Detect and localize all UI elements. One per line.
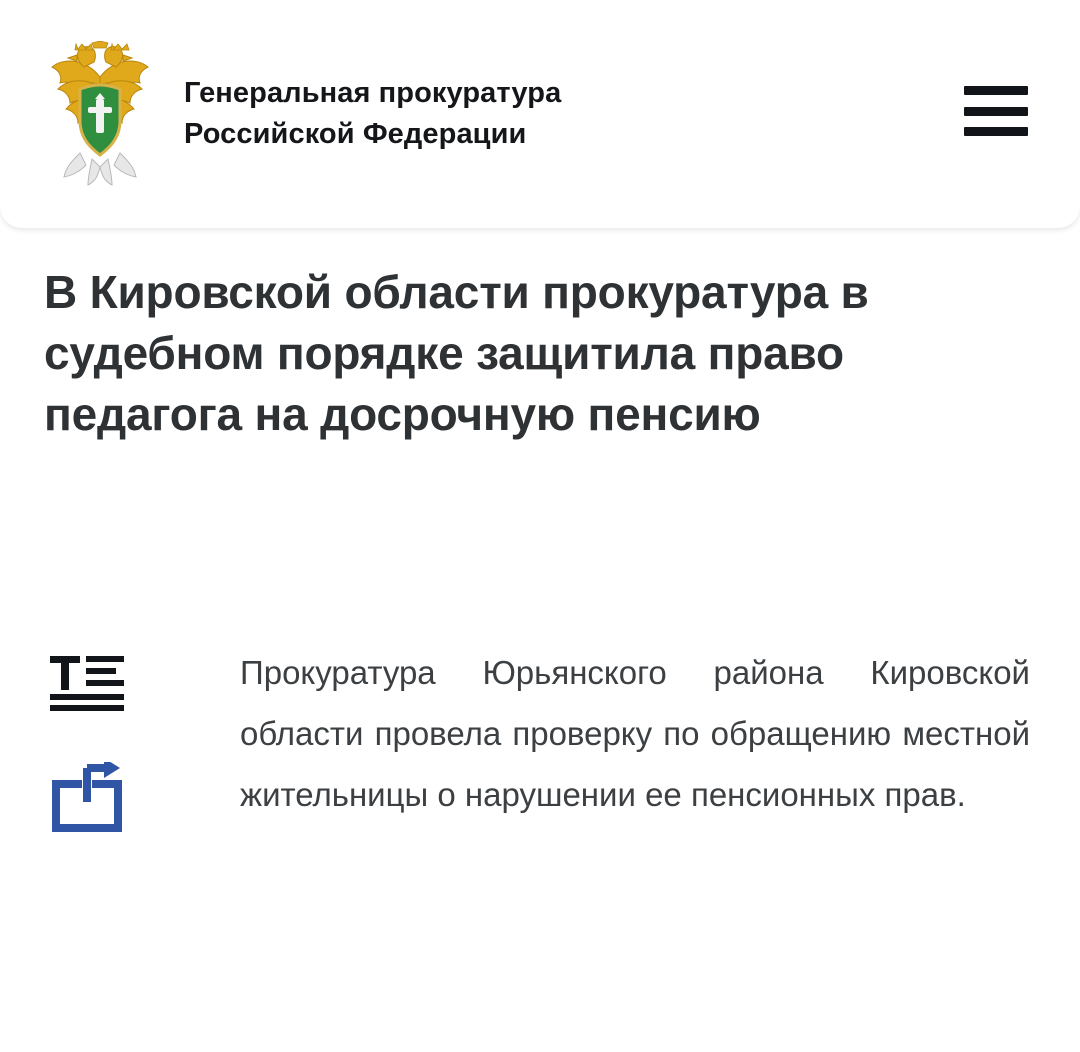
share-icon[interactable] (48, 762, 240, 836)
article-body (240, 642, 1036, 826)
russian-double-headed-eagle-emblem (44, 41, 156, 187)
article-paragraph: Прокуратура Юрьянского района Кировской области провела проверку по обращению местной жительницы о нарушении ее пенсионных прав. (240, 653, 1030, 814)
site-header (0, 0, 1080, 228)
text-size-icon[interactable] (48, 652, 240, 716)
hamburger-bar-bottom (964, 127, 1028, 136)
hamburger-bar-top (964, 86, 1028, 95)
brand[interactable] (44, 41, 561, 187)
news-page (0, 262, 1080, 882)
brand-title (184, 73, 561, 155)
brand-title-line-2: Российской Федерации (184, 118, 527, 150)
article-tools (44, 642, 240, 882)
article-row (44, 642, 1036, 882)
brand-title-line-1: Генеральная прокуратура (184, 76, 562, 109)
page-title: В Кировской области прокуратура в судебном порядке защитила право педагога на досрочную пенсию (44, 266, 869, 441)
hamburger-menu-icon[interactable] (964, 86, 1028, 136)
title-body-spacer (44, 446, 1036, 642)
hamburger-bar-middle (964, 107, 1028, 116)
